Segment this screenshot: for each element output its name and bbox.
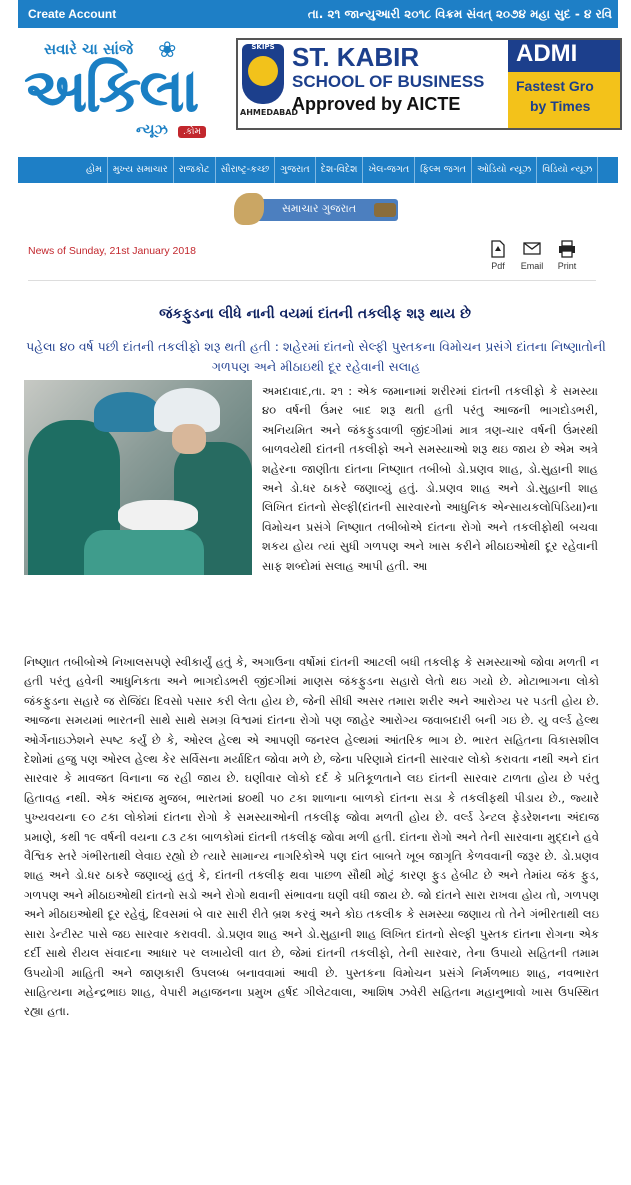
ad-right-line1: Fastest Gro <box>516 78 594 94</box>
crest-label: SKIPS <box>251 43 275 51</box>
print-icon <box>558 240 576 258</box>
school-crest-icon <box>242 44 284 104</box>
logo-sub: ન્યૂઝ <box>136 122 168 138</box>
masthead <box>18 30 618 150</box>
logo-tagline: સવારે ચા સાંજે <box>44 40 134 58</box>
nav-item-world[interactable]: દેશ-વિદેશ <box>316 157 364 183</box>
ad-right-line2: by Times <box>530 98 591 114</box>
nav-item-audio[interactable]: ઓડિયો ન્યૂઝ <box>472 157 537 183</box>
ad-city: AHMEDABAD <box>240 108 299 117</box>
article-body: નિષ્ણાત તબીબોએ નિખાલસપણે સ્વીકાર્યું હતું કે, અગાઉના વર્ષોમાં દાંતની આટલી બધી તકલીફ કે સમસ્યાઓ જોવા મળતી ન હતી પરંતુ હવેની આધુનિકતા અને ભાગદોડભરી જીંદગીમાં માણસ જંકફુડના સહારો લેતો થઇ ગયો છે. મોટાભાગના લોકો જંકફુડના સહારે જ રોજિંદા દિવસો પસાર કરી લેતા હોય છે, જેની સીધી અસર તમારા શરીર અને આરોગ્ય પર પડતી હોય છે. આજના સમયમાં ભારતની સાથે સાથે સમગ્ર વિશ્વમાં દાંતના રોગો પણ જાહેર આરોગ્ય જવાબદારી બની ગઇ છે. યુ વર્લ્ડ હેલ્થ ઓર્ગેનાઇઝેશને સ્પષ્ટ કર્યું છે કે, ઓરલ હેલ્થ એ આપણી જનરલ હેલ્થમાં આંતરિક ભાગ છે. ભારત સહિતના વિકાસશીલ દેશોમાં હજુ પણ ઓરલ હેલ્થ કેર સર્વિસના મર્યાદિત જોવા મળે છે, જેના પરિણામે દાંતની સારવાર લોકો કરાવતા નથી અને દાંત સારવાર કે માવજત વિનાના જ રહી જાય છે. ઘણીવાર લોકો દર્દ કે પ્રતિકૂળતાને લઇ દાંતની સારવાર ટાળતા હોય છે પરંતુ હિતાવહ નથી. એક અંદાજ મુજબ, ભારતમાં ૪૦થી ૫૦ ટકા શાળાના બાળકો દાંતના સડા કે તકલીફથી પીડાય છે., જ્યારે પુખ્યવયના ૯૦ ટકા લોકોમાં દાંતના રોગો કે સમસ્યાઓની તકલીફ જોવા મળતી હોય છે. વર્લ્ડ ડેન્ટલ ફેડરેશનના અંદાજ પ્રમાણે, કથી ૧૯ વર્ષની વયના ૮૩ ટકા બાળકોમાં દાંતની તકલીફ જોવા મળી હતી. દાંતના રોગો અને તેની સારવાના મુદ્દાને હવે વૈશ્વિક સ્તરે ગંભીરતાથી લેવાઇ રહ્યો છે ત્યારે સામાન્ય નાગરિકોએ પણ દાંત બાબતે ખૂબ જાગૃતિ કેળવવાની જરૂર છે. ડો.પ્રણવ શાહ અને ડો.ધર ઠાકરે જણાવ્યું હતું કે, દાંતની તકલીફ થવા પાછળ સૌથી મોટું કારણ ફુડ હેબીટ છે અને તેમાંય જંક ફુડ, ગળપણ અને મીઠાઇઓથી દાંતનો સડો અને રોગો થવાની સંભાવના ઘણી વધી જાય છે. જો દાંતને સારા રાખવા હોય તો, ગળપણ અને મીઠાઇઓથી દૂર રહેવું, દિવસમાં બે વાર સારી રીતે બ્રશ કરવું અને કોઇ તકલીક કે સમસ્યા જણાય તો તેને ગંભીરતાથી લઇ સારા ડેન્ટીસ્ટ પાસે જઇ સારવાર કરાવવી. ડો.પ્રણવ શાહ અને ડો.સુહાની શાહ લિખિત દાંતનો સેલ્ફી પુસ્તક દાંતના રોગના એક દર્દી સાથે રીયલ સંવાદના આધાર પર લખાયેલી વાત છે, જેમાં દાંતની તકલીફો, તેની સારવાર, તેના ઉપાયો સહિતની તમામ ઉપયોગી માહિતી અને જાણકારી ઉપલબ્ધ બનાવવામાં આવી છે. પુસ્તકના વિમોચન પ્રસંગે નિર્મળભાઇ શાહ, નવભારત સાહિત્યના મહેન્દ્રભાઇ શાહ, વેપારી મહાજનના પ્રમુખ હર્ષદ ગીલેટવાલા, આશિષ ઝવેરી સહિતના મહાનુભાવો ખાસ ઉપસ્થિત રહ્યા હતા. <box>24 655 599 1019</box>
create-account-link[interactable]: Create Account <box>28 7 117 21</box>
article-subheadline: પહેલા ૪૦ વર્ષ પછી દાંતની તકલીફો શરૂ થતી હતી : શહેરમાં દાંતનો સેલ્ફી પુસ્તકના વિમોચન પ્રસંગે દાંતના નિષ્ણાતોની ગળપણ અને મીઠાઇથી દૂર રહેવાની સલાહ <box>26 339 606 374</box>
section-title: સમાચાર ગુજરાત <box>282 202 357 215</box>
nav-item-saurashtra[interactable]: સૌરાષ્ટ્ર-કચ્છ <box>216 157 276 183</box>
ad-school-name: ST. KABIR <box>292 42 420 72</box>
advertisement-banner[interactable] <box>236 38 622 130</box>
print-button[interactable] <box>547 240 587 271</box>
nav-item-video[interactable]: વિડિયો ન્યૂઝ <box>537 157 598 183</box>
nav-item-film[interactable]: ફિલ્મ જગત <box>415 157 472 183</box>
nav-item-gujarat[interactable]: ગુજરાત <box>275 157 315 183</box>
ribbon-ornament-right <box>374 203 396 217</box>
logo-com-badge: .કોમ <box>178 126 206 138</box>
ad-right-panel <box>508 40 620 128</box>
article-photo <box>24 380 252 575</box>
logo-flower-icon: ❀ <box>158 38 177 63</box>
nav-item-home[interactable]: હોમ <box>18 157 108 183</box>
nav-item-main-news[interactable]: મુખ્ય સમાચાર <box>108 157 174 183</box>
main-nav <box>18 157 618 183</box>
article-headline: જંકફુડના લીધે નાની વયમાં દાંતની તકલીફ શરૂ થાય છે <box>159 306 471 322</box>
ad-right-title: ADMI <box>508 40 620 72</box>
top-bar <box>18 0 618 28</box>
ribbon-ornament-left <box>234 193 264 225</box>
email-icon <box>523 240 541 258</box>
email-button[interactable] <box>512 240 552 271</box>
pdf-icon <box>489 240 507 258</box>
article-lead-paragraph: અમદાવાદ,તા. ૨૧ : એક જમાનામાં શરીરમાં દાંતની તકલીફો કે સમસ્યા ૪૦ વર્ષની ઉંમર બાદ શરૂ થતી હતી પરંતુ આજની ભાગદોડભરી, અનિયમિત અને જંકફુડવાળી જીંદગીમાં માત્ર ત્રણ-ચાર વર્ષની ઉંમરથી બાળવયેથી દાંતની તકલીફો અને સમસ્યાઓ શરૂ થઇ જાય છે એમ અત્રે શહેરના જાણીતા દાંતના નિષ્ણાત તબીબો ડો.પ્રણવ શાહ, ડો.સુહાની શાહ અને ડો.ધર ઠાકરે જણાવ્યું હતું. ડો.પ્રણવ શાહ અને ડો.સુહાની શાહ લિખિત દાંતનો સેલ્ફી(દાંતની સારવારનો આધુનિક એન્સાયકલોપિડિયા)ના વિમોચન પ્રસંગે નિષ્ણાત તબીબોએ દાંતના રોગો અને તકલીફોથી બચવા શકય હોય ત્યાં સુધી ગળપણ અને ખાસ કરીને મીઠાઇઓથી દૂર રહેવાની સાફ શબ્દોમાં સલાહ આપી હતી. આ <box>262 384 598 573</box>
nav-item-sports[interactable]: ખેલ-જગત <box>363 157 415 183</box>
print-label: Print <box>557 261 577 271</box>
logo-name: અકિલા <box>24 56 198 126</box>
news-date: News of Sunday, 21st January 2018 <box>28 245 196 257</box>
ad-approval: Approved by AICTE <box>292 94 461 114</box>
pdf-label: Pdf <box>491 261 505 271</box>
date-line: તા. ૨૧ જાન્યુઆરી ૨૦૧૮ વિક્રમ સંવત્ ૨૦૭૪ મહા સુદ - ૪ રવિ <box>307 7 612 21</box>
ad-school-type: SCHOOL OF BUSINESS <box>292 72 485 91</box>
divider <box>28 280 596 281</box>
section-ribbon <box>248 199 398 221</box>
nav-item-rajkot[interactable]: રાજકોટ <box>174 157 216 183</box>
email-label: Email <box>520 261 544 271</box>
